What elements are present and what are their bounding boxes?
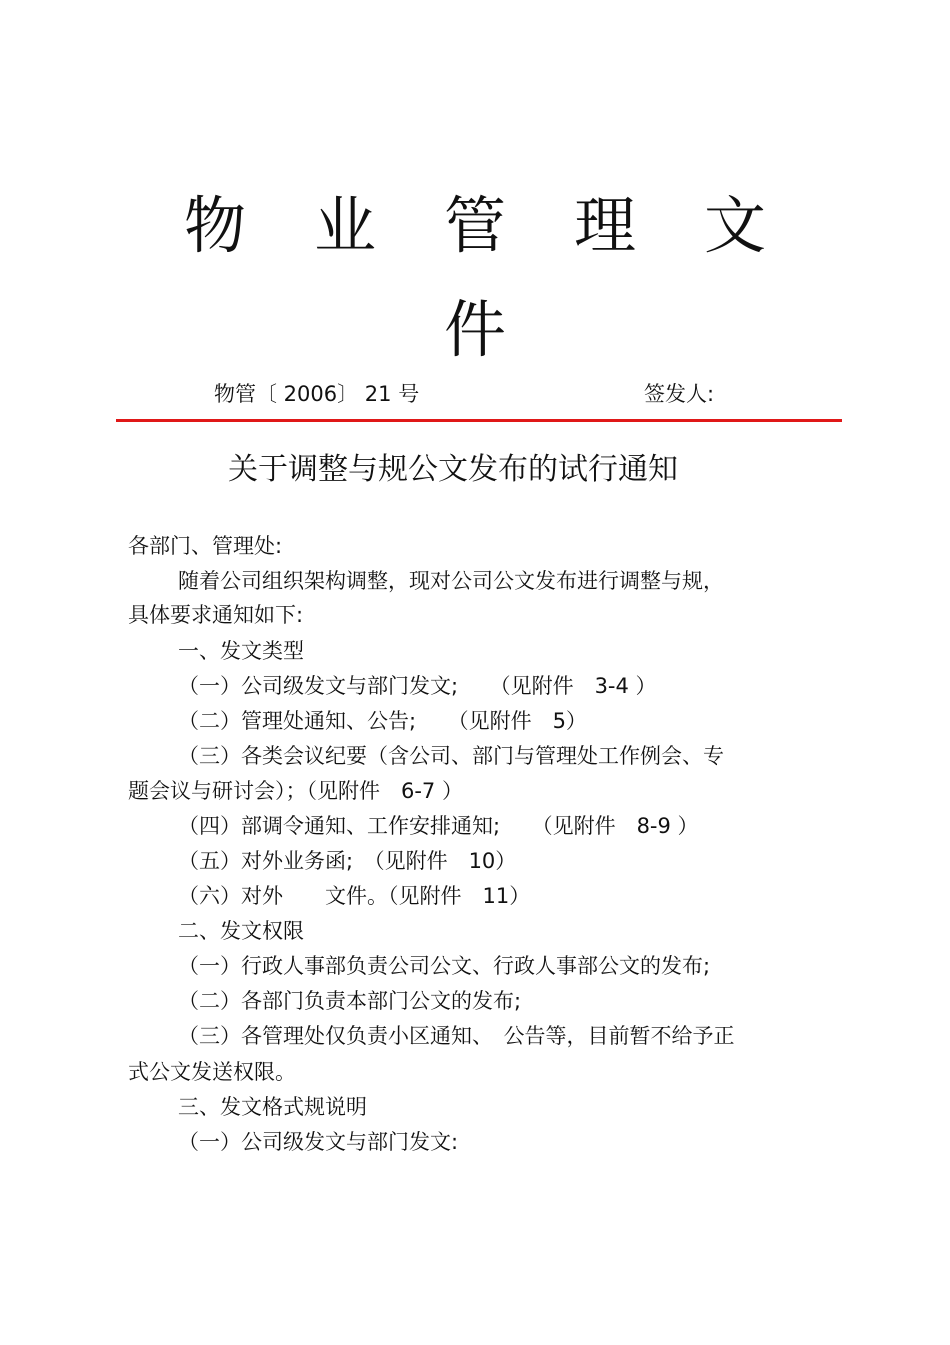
paragraph-line: 随着公司组织架构调整，现对公司公文发布进行调整与规， <box>178 569 724 593</box>
paragraph-line: 具体要求通知如下: <box>128 603 304 627</box>
section-heading: 一、发文类型 <box>178 639 304 663</box>
signer-label: 签发人: <box>644 382 715 406</box>
list-item: （一）行政人事部负责公司公文、行政人事部公文的发布; <box>178 954 711 978</box>
list-item: （五）对外业务函; （见附件 10） <box>178 849 517 873</box>
header-title-char: 理 <box>573 189 636 262</box>
list-item: （四）部调令通知、工作安排通知; （见附件 8-9 ） <box>178 814 699 838</box>
list-item: （二）各部门负责本部门公文的发布; <box>178 989 522 1013</box>
list-item: （二）管理处通知、公告; （见附件 5） <box>178 709 587 733</box>
salutation: 各部门、管理处: <box>128 534 283 558</box>
section-heading: 三、发文格式规说明 <box>178 1095 367 1119</box>
header-title-char: 文 <box>703 189 766 262</box>
header-title-char: 管 <box>443 189 506 262</box>
list-item: （三）各管理处仅负责小区通知、 公告等，目前暂不给予正 <box>178 1024 735 1048</box>
header-title-char: 业 <box>313 189 376 262</box>
red-divider-rule <box>116 419 842 422</box>
list-item-continuation: 式公文发送权限。 <box>128 1060 296 1084</box>
list-item: （六）对外 文件。（见附件 11） <box>178 884 531 908</box>
header-title-last-char: 件 <box>443 293 506 366</box>
document-number: 物管〔 2006〕 21 号 <box>214 382 420 406</box>
list-item: （一）公司级发文与部门发文; （见附件 3-4 ） <box>178 674 657 698</box>
list-item-continuation: 题会议与研讨会）；（见附件 6-7 ） <box>128 779 463 803</box>
list-item: （三）各类会议纪要（含公司、部门与管理处工作例会、专 <box>178 744 724 768</box>
notice-title: 关于调整与规公文发布的试行通知 <box>228 452 678 487</box>
document-header-title <box>0 186 950 266</box>
section-heading: 二、发文权限 <box>178 919 304 943</box>
header-title-char: 物 <box>183 189 246 262</box>
list-item: （一）公司级发文与部门发文: <box>178 1130 459 1154</box>
